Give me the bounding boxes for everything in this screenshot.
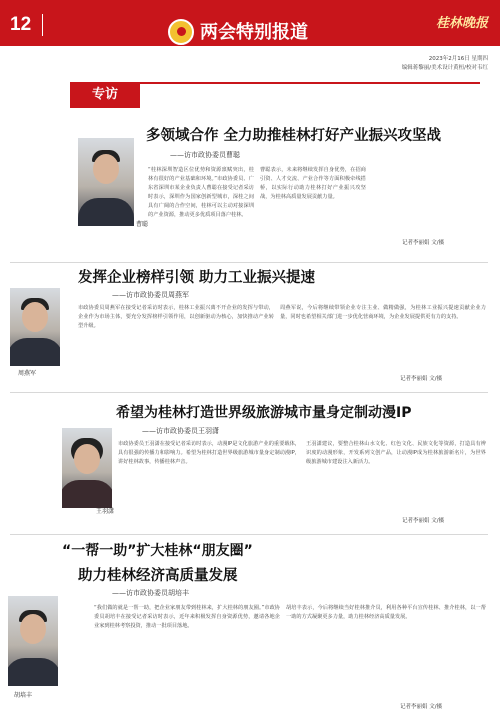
header-divider [42,14,43,36]
column-label: 专访 [70,82,140,108]
article-paragraph: 王羽潇建议，要整合桂林山水文化、红色文化、民族文化等资源，打造具有辨识度的动漫形象，开发系列文创产品，让动漫IP成为桂林旅游新名片，为世界级旅游城市建设注入新活力。 [306,441,486,466]
newspaper-brand: 桂林晚报 [435,16,488,31]
article-paragraph: 周燕军说，今后将继续带领企业专注主业、做精做强，为桂林工业振兴提速贡献企业力量，同时也希望相关部门进一步优化营商环境，为企业发展提供更有力的支持。 [280,305,486,321]
section-title: 两会特别报道 [200,22,308,43]
photo-caption: 王羽潇 [96,508,115,515]
portrait-photo [8,596,58,686]
article-byline: ——访市政协委员曹聪 [170,151,240,159]
article-paragraph: 市政协委员周燕军在接受记者采访时表示，桂林工业振兴离不开企业的发挥与带动，企业作为市场主体，要充分发挥榜样引领作用，以创新驱动为核心，加快推动产业转型升级。 [78,305,274,330]
article-signature: 记者李丽娟 文/摄 [402,518,445,524]
article-title: 发挥企业榜样引领 助力工业振兴提速 [78,270,316,286]
article-title: 希望为桂林打造世界级旅游城市量身定制动漫IP [116,405,412,421]
portrait-photo [78,138,134,226]
article-paragraph: “桂林深圳智造区位优势和资源禀赋突出，桂林有很好的产业基础和环境。”市政协委员、广东省深圳市某企业负责人曹聪在接受记者采访时表示，深圳作为国家创新型城市，深桂之间具有广阔的合作空间，桂林可以主动对接深圳的产业资源，推动更多优质项目落户桂林。 [148,167,254,219]
article-title: “一帮一助”扩大桂林“朋友圈” [62,543,253,559]
photo-caption: 胡培丰 [14,692,33,699]
article-title: 助力桂林经济高质量发展 [78,568,238,584]
portrait-photo [10,288,60,366]
article-title: 多领域合作 全力助推桂林打好产业振兴攻坚战 [146,128,442,144]
article-paragraph: “我们做的就是一帮一助，把企业家朋友带到桂林来，扩大桂林的朋友圈。”市政协委员胡培丰在接受记者采访时表示，近年来积极发挥自身资源优势，邀请各地企业家到桂林考察投资，推动一批项目落地。 [94,605,280,630]
article-byline: ——访市政协委员周燕军 [112,291,189,299]
article-paragraph: 曹聪表示，未来将继续发挥自身优势，在招商引资、人才交流、产业合作等方面积极牵线搭桥，以实际行动助力桂林打好产业振兴攻坚战，为桂林高质量发展贡献力量。 [260,167,366,201]
photo-caption: 曹聪 [136,221,149,228]
photo-caption: 周燕军 [18,370,37,377]
article-signature: 记者李丽娟 文/摄 [402,240,445,246]
editor-credits: 编辑蒋黎丽/美术设计黄桓/校对韦红 [401,65,488,71]
article-paragraph: 市政协委员王羽潇在接受记者采访时表示，动漫IP是文化旅游产业的重要载体，具有很强的传播力和影响力。希望为桂林打造世界级旅游城市量身定制动漫IP，讲好桂林故事，传播桂林声音。 [118,441,300,466]
article-divider [10,262,488,263]
page-number: 12 [10,14,32,35]
article-signature: 记者李丽娟 文/摄 [400,704,443,710]
article-divider [10,534,488,535]
article-byline: ——访市政协委员王羽潇 [142,427,219,435]
cppcc-emblem-icon [168,19,194,45]
portrait-photo [62,428,112,508]
article-signature: 记者李丽娟 文/摄 [400,376,443,382]
article-byline: ——访市政协委员胡培丰 [112,589,189,597]
article-paragraph: 胡培丰表示，今后将继续当好桂林推介员，利用各种平台宣传桂林、推介桂林，以一帮一助的方式凝聚更多力量，助力桂林经济高质量发展。 [286,605,486,621]
article-divider [10,392,488,393]
issue-date: 2023年2月16日 星期四 [428,56,488,62]
